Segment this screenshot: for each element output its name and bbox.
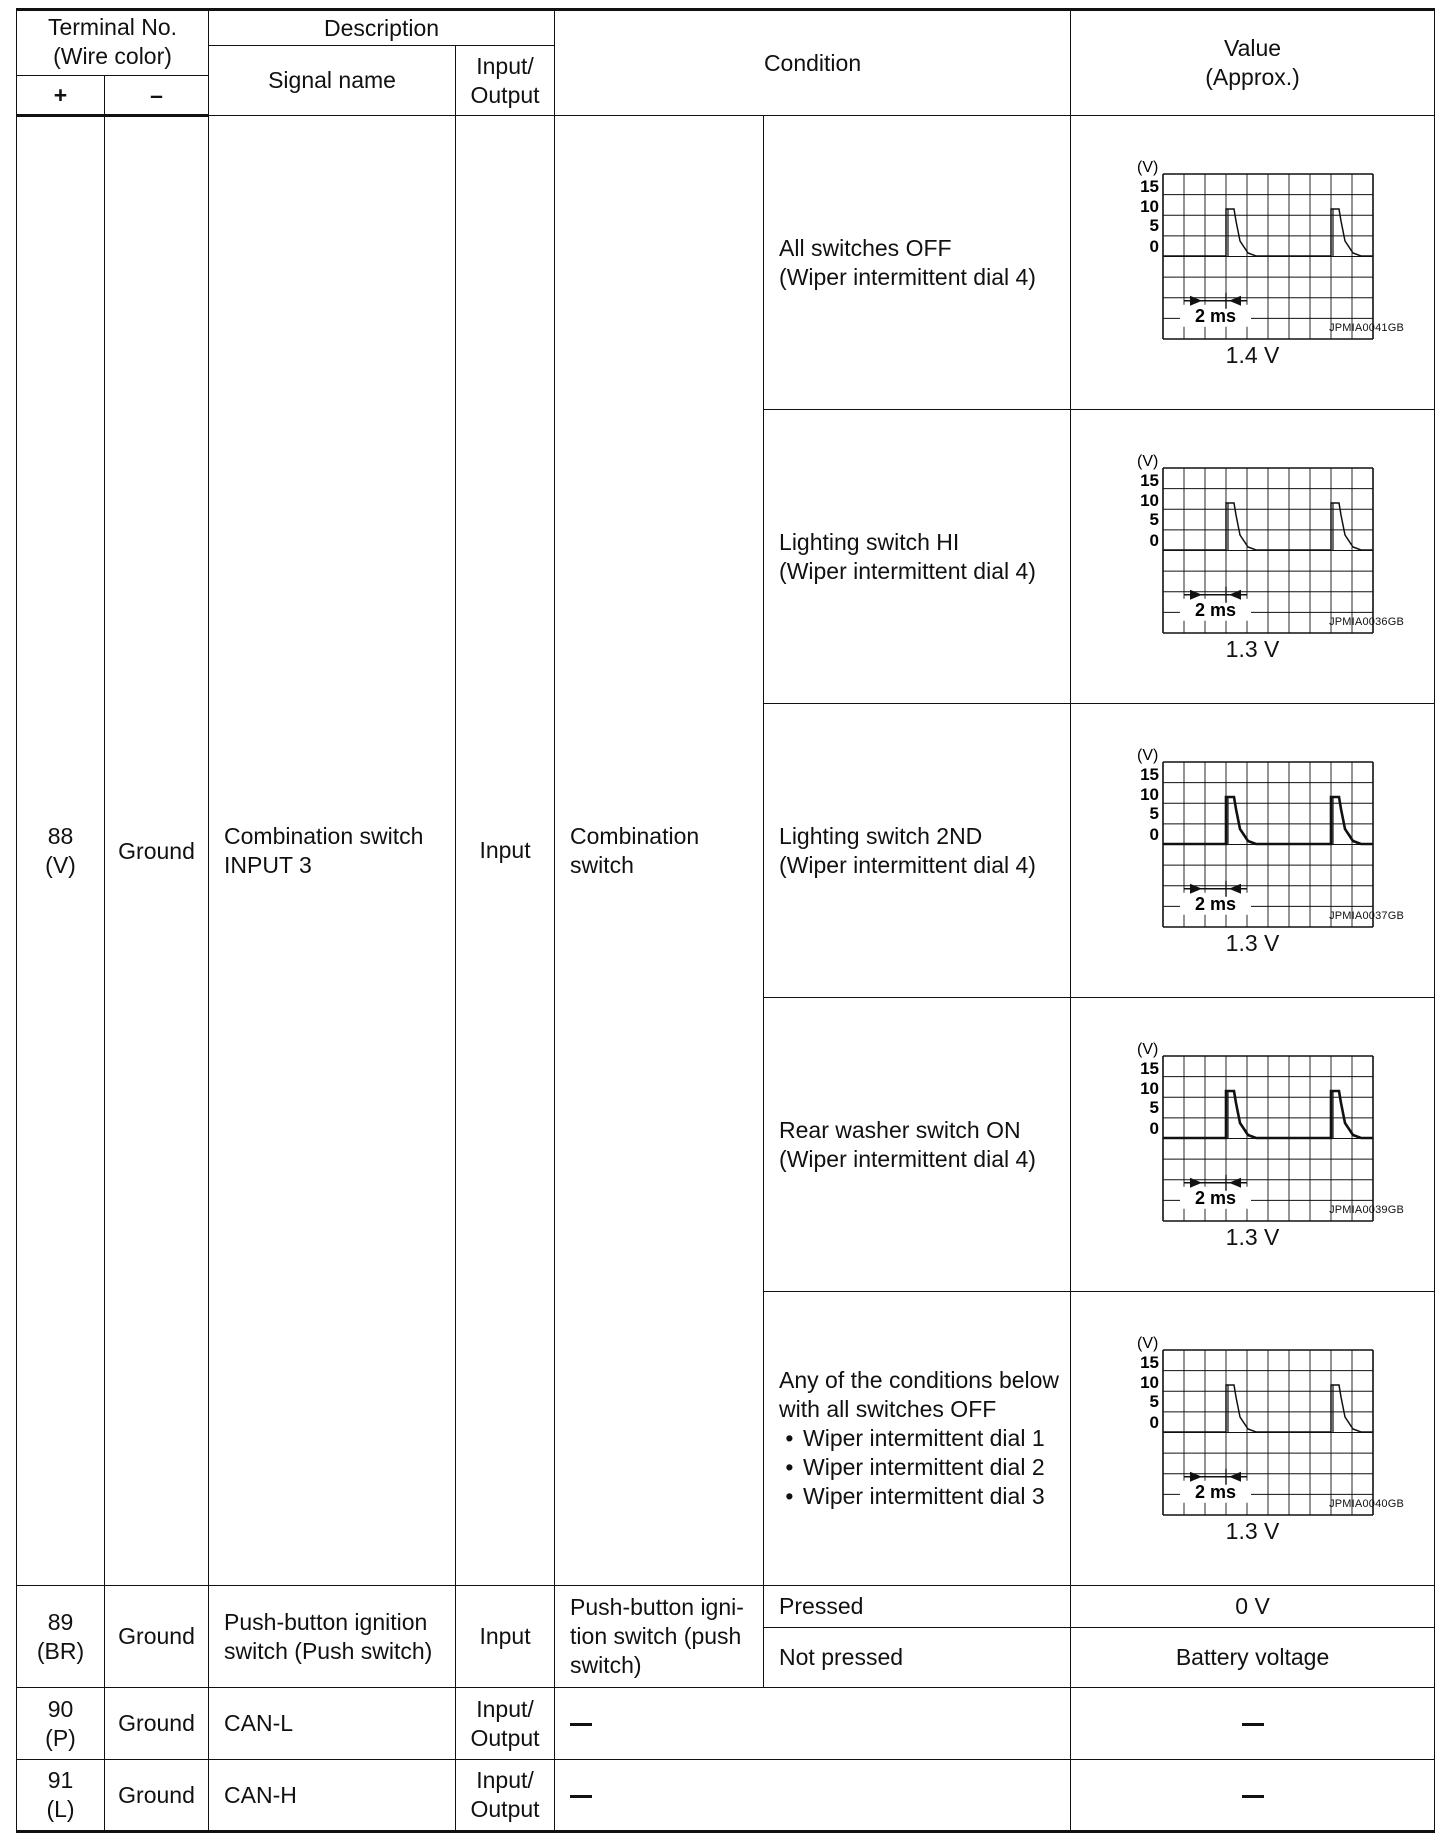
- header-plus: +: [17, 76, 105, 116]
- dash-mark: [570, 1723, 592, 1726]
- t88-value-3: [1071, 998, 1435, 1292]
- t88-state-1-line1: Lighting switch HI: [779, 528, 960, 555]
- header-description: Description: [209, 10, 555, 46]
- header-minus: –: [105, 76, 209, 116]
- t88-state-1: [764, 410, 1071, 704]
- t88-input-output: Input: [456, 116, 555, 1586]
- header-input-output: [456, 46, 555, 116]
- t89-signal-name: [209, 1586, 456, 1688]
- scope-tick-label: 10: [1139, 1078, 1159, 1098]
- t88-state-0-line2: (Wiper intermittent dial 4): [779, 263, 1036, 290]
- t90-ground: Ground: [105, 1688, 209, 1760]
- t88-condition-line2: switch: [570, 851, 634, 878]
- scope-marker-arrow: [1190, 1177, 1202, 1187]
- scope-tick-label: 5: [1149, 803, 1159, 823]
- scope-tick-label: 15: [1139, 470, 1159, 490]
- measured-voltage: 1.3 V: [1225, 1518, 1280, 1544]
- scope-time-label: 2 ms: [1194, 893, 1236, 914]
- t88-state-4-bullet-1: • Wiper intermittent dial 2: [779, 1454, 1045, 1480]
- t88-state-3-line1: Rear washer switch ON: [779, 1116, 1021, 1143]
- t88-state-3: [764, 998, 1071, 1292]
- scope-marker-arrow: [1229, 883, 1241, 893]
- t90-signal-name: CAN-L: [209, 1688, 456, 1760]
- scope-unit-label: (V): [1136, 746, 1158, 764]
- header-condition: Condition: [555, 10, 1071, 116]
- header-terminal-no: [17, 10, 209, 76]
- t88-wire-color: (V): [45, 852, 76, 878]
- t90-wire-color: (P): [45, 1724, 76, 1751]
- t89-wire-color: (BR): [36, 1637, 85, 1664]
- t89-condition: [555, 1586, 764, 1688]
- scope-time-label: 2 ms: [1194, 1481, 1236, 1502]
- scope-tick-label: 10: [1139, 784, 1159, 804]
- header-value-label: Value: [1223, 35, 1282, 61]
- scope-marker-arrow: [1229, 1471, 1241, 1481]
- t88-state-1-line2: (Wiper intermittent dial 4): [779, 557, 1036, 584]
- scope-time-label: 2 ms: [1194, 599, 1236, 620]
- t90-value: [1071, 1688, 1435, 1760]
- scope-pulse-edge: [1228, 209, 1333, 256]
- scope-unit-label: (V): [1136, 1334, 1158, 1352]
- header-signal-name: Signal name: [209, 46, 456, 116]
- header-approx-label: (Approx.): [1205, 64, 1300, 90]
- t91-wire-color: (L): [46, 1796, 75, 1822]
- scope-tick-label: 15: [1139, 176, 1159, 196]
- figure-code: JPMIA0036GB: [1329, 616, 1405, 628]
- measured-voltage: 1.4 V: [1225, 342, 1280, 368]
- scope-time-label: 2 ms: [1194, 1187, 1236, 1208]
- t88-signal-name: [209, 116, 456, 1586]
- t91-io-line1: Input/: [476, 1767, 534, 1793]
- scope-tick-label: 5: [1149, 509, 1159, 529]
- scope-time-label: 2 ms: [1194, 305, 1236, 326]
- t88-value-0: [1071, 116, 1435, 410]
- scope-tick-label: 15: [1139, 1058, 1159, 1078]
- t89-ground: Ground: [105, 1586, 209, 1688]
- scope-marker-arrow: [1190, 589, 1202, 599]
- t89-state-pressed: Pressed: [764, 1586, 1071, 1628]
- t91-signal-name: CAN-H: [209, 1760, 456, 1832]
- t88-condition-line1: Combination: [570, 822, 700, 849]
- t90-io-line1: Input/: [476, 1695, 534, 1722]
- t89-condition-line3: switch): [570, 1652, 642, 1678]
- t88-terminal-number: 88: [47, 823, 74, 849]
- t91-condition: [555, 1760, 1071, 1832]
- t89-value-not-pressed: Battery voltage: [1071, 1628, 1435, 1688]
- t89-signal-line1: Push-button ignition: [224, 1608, 428, 1635]
- scope-pulse-edge: [1228, 503, 1333, 550]
- t89-state-not-pressed: Not pressed: [764, 1628, 1071, 1688]
- t88-state-0: [764, 116, 1071, 410]
- scope-tick-label: 0: [1149, 1118, 1159, 1138]
- t88-condition: [555, 116, 764, 1586]
- t89-signal-line2: switch (Push switch): [224, 1637, 433, 1664]
- t88-state-2-line1: Lighting switch 2ND: [779, 822, 983, 849]
- terminal-spec-table: [16, 8, 1435, 1833]
- scope-pulse-edge: [1228, 1385, 1333, 1432]
- scope-tick-label: 5: [1149, 1391, 1159, 1411]
- scope-tick-label: 5: [1149, 1097, 1159, 1117]
- header-terminal-label: Terminal No.: [47, 14, 178, 40]
- scope-unit-label: (V): [1136, 1040, 1158, 1058]
- scope-tick-label: 0: [1149, 530, 1159, 550]
- t88-state-4-bullet-2: • Wiper intermittent dial 3: [779, 1483, 1045, 1509]
- scope-tick-label: 0: [1149, 824, 1159, 844]
- header-io-line1: Input/: [476, 52, 534, 79]
- figure-code: JPMIA0041GB: [1329, 322, 1405, 334]
- scope-marker-arrow: [1190, 1471, 1202, 1481]
- measured-voltage: 1.3 V: [1225, 1224, 1280, 1250]
- t89-condition-line2: tion switch (push: [570, 1623, 742, 1649]
- measured-voltage: 1.3 V: [1225, 636, 1280, 662]
- scope-tick-label: 15: [1139, 1352, 1159, 1372]
- t88-signal-line1: Combination switch: [224, 822, 424, 849]
- t88-state-3-line2: (Wiper intermittent dial 4): [779, 1145, 1036, 1172]
- scope-tick-label: 10: [1139, 196, 1159, 216]
- bullet-text: Wiper intermittent dial 1: [803, 1425, 1045, 1451]
- t89-condition-line1: Push-button igni-: [570, 1594, 744, 1620]
- scope-marker-arrow: [1190, 883, 1202, 893]
- header-value: [1071, 10, 1435, 116]
- t90-terminal: [17, 1688, 105, 1760]
- t88-state-4-line2: with all switches OFF: [779, 1396, 997, 1422]
- t88-signal-line2: INPUT 3: [224, 851, 312, 878]
- scope-tick-label: 0: [1149, 236, 1159, 256]
- t91-input-output: [456, 1760, 555, 1832]
- t90-condition: [555, 1688, 1071, 1760]
- t89-input-output: Input: [456, 1586, 555, 1688]
- scope-tick-label: 10: [1139, 490, 1159, 510]
- t89-row-1: [17, 1586, 1435, 1628]
- t88-state-2: [764, 704, 1071, 998]
- t88-state-4-bullet-0: • Wiper intermittent dial 1: [779, 1425, 1045, 1451]
- scope-unit-label: (V): [1136, 158, 1158, 176]
- t91-row: [17, 1760, 1435, 1832]
- t88-ground: Ground: [105, 116, 209, 1586]
- t88-state-2-line2: (Wiper intermittent dial 4): [779, 851, 1036, 878]
- scope-marker-arrow: [1229, 1177, 1241, 1187]
- figure-code: JPMIA0040GB: [1329, 1498, 1405, 1510]
- scope-unit-label: (V): [1136, 452, 1158, 470]
- scope-tick-label: 0: [1149, 1412, 1159, 1432]
- t91-io-line2: Output: [470, 1796, 540, 1822]
- t90-input-output: [456, 1688, 555, 1760]
- t88-value-1: [1071, 410, 1435, 704]
- dash-mark: [1242, 1723, 1264, 1726]
- t88-value-2: [1071, 704, 1435, 998]
- scope-tick-label: 10: [1139, 1372, 1159, 1392]
- header-wire-color-label: (Wire color): [53, 43, 172, 69]
- header-row-1: [17, 10, 1435, 46]
- scope-tick-label: 15: [1139, 764, 1159, 784]
- header-io-line2: Output: [470, 81, 540, 108]
- t91-terminal-number: 91: [47, 1767, 74, 1793]
- t89-value-pressed: 0 V: [1071, 1586, 1435, 1628]
- t88-row-1: [17, 116, 1435, 410]
- dash-mark: [1242, 1795, 1264, 1798]
- dash-mark: [570, 1795, 592, 1798]
- scope-tick-label: 5: [1149, 215, 1159, 235]
- figure-code: JPMIA0039GB: [1329, 1204, 1405, 1216]
- bullet-text: Wiper intermittent dial 3: [803, 1483, 1045, 1509]
- t88-terminal: [17, 116, 105, 1586]
- t90-terminal-number: 90: [47, 1695, 74, 1722]
- bullet-text: Wiper intermittent dial 2: [803, 1454, 1045, 1480]
- t88-state-4: [764, 1292, 1071, 1586]
- t88-value-4: [1071, 1292, 1435, 1586]
- t91-terminal: [17, 1760, 105, 1832]
- scope-marker-arrow: [1229, 589, 1241, 599]
- t91-value: [1071, 1760, 1435, 1832]
- t90-row: [17, 1688, 1435, 1760]
- t90-io-line2: Output: [470, 1724, 540, 1751]
- figure-code: JPMIA0037GB: [1329, 910, 1405, 922]
- t91-ground: Ground: [105, 1760, 209, 1832]
- t88-state-0-line1: All switches OFF: [779, 234, 952, 261]
- measured-voltage: 1.3 V: [1225, 930, 1280, 956]
- t89-terminal: [17, 1586, 105, 1688]
- scope-marker-arrow: [1190, 295, 1202, 305]
- scope-marker-arrow: [1229, 295, 1241, 305]
- t89-terminal-number: 89: [47, 1608, 74, 1635]
- t88-state-4-line1: Any of the conditions below: [779, 1367, 1060, 1393]
